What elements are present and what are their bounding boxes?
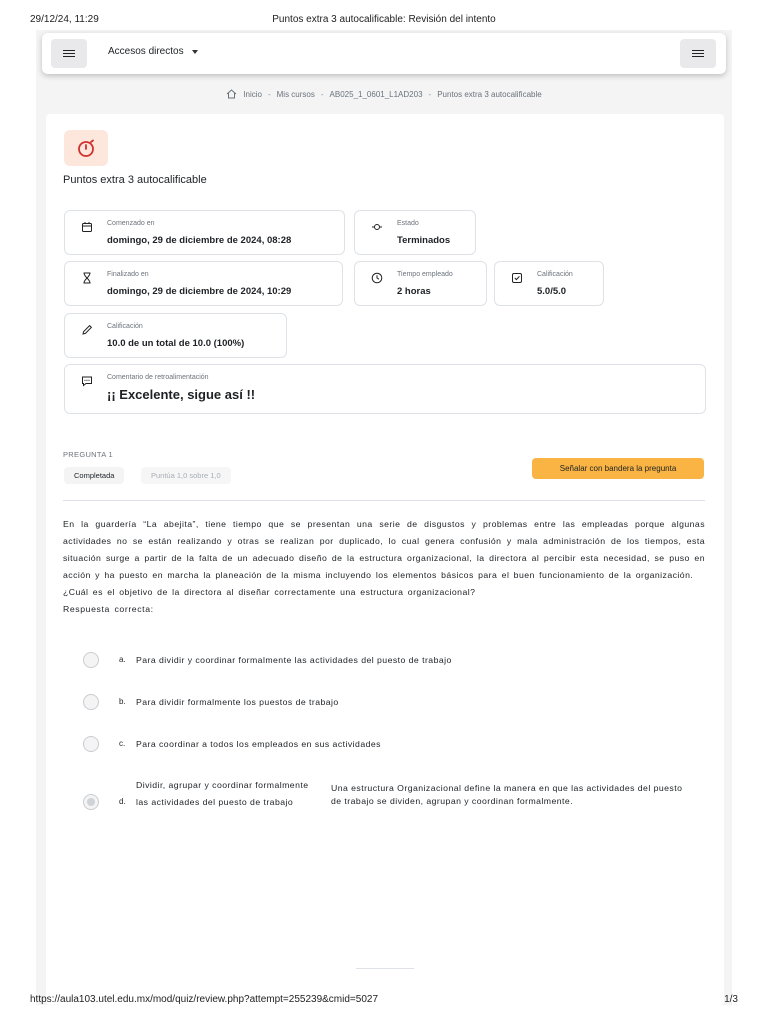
feedback-value: ¡¡ Excelente, sigue así !! — [107, 387, 256, 402]
stopwatch-icon — [76, 138, 96, 158]
option-a-text: Para dividir y coordinar formalmente las actividades del puesto de trabajo — [136, 655, 452, 665]
option-d-text: Dividir, agrupar y coordinar formalmente las actividades del puesto de trabajo — [136, 780, 309, 807]
print-footer — [30, 994, 738, 1008]
breadcrumb-course[interactable]: AB025_1_0601_L1AD203 — [329, 89, 423, 99]
option-b-letter: b. — [119, 697, 126, 706]
question-text — [63, 516, 705, 618]
breadcrumb-separator: - — [320, 89, 324, 99]
shortcuts-label: Accesos directos — [108, 46, 184, 57]
flag-question-button[interactable]: Señalar con bandera la pregunta — [532, 458, 704, 479]
breadcrumb-my-courses[interactable]: Mis cursos — [276, 89, 315, 99]
state-label: Estado — [397, 220, 419, 227]
home-icon — [226, 89, 237, 99]
option-b-text: Para dividir formalmente los puestos de trabajo — [136, 697, 339, 707]
breadcrumb-quiz[interactable]: Puntos extra 3 autocalificable — [437, 89, 542, 99]
hourglass-icon — [81, 272, 93, 284]
drawer-toggle-button[interactable] — [51, 39, 87, 68]
quiz-title: Puntos extra 3 autocalificable — [63, 174, 207, 186]
breadcrumb — [0, 89, 768, 99]
state-box — [354, 210, 476, 255]
page-count: 1/3 — [724, 994, 738, 1005]
breadcrumb-separator: - — [428, 89, 432, 99]
option-feedback: Una estructura Organizacional define la manera en que las actividades del puesto de trabajo se dividen, agrupan y coordinan formalmente. — [331, 783, 683, 806]
breadcrumb-home[interactable]: Inicio — [243, 89, 262, 99]
started-on-box — [64, 210, 345, 255]
hamburger-icon — [63, 50, 75, 58]
breadcrumb-separator: - — [267, 89, 271, 99]
option-a-radio[interactable] — [83, 652, 99, 668]
completed-label: Finalizado en — [107, 271, 149, 278]
question-points-badge: Puntúa 1,0 sobre 1,0 — [141, 467, 231, 484]
caret-down-icon — [192, 50, 198, 54]
comment-icon — [81, 375, 93, 387]
option-c-letter: c. — [119, 739, 126, 748]
divider — [63, 500, 705, 501]
state-icon — [371, 221, 383, 233]
shortcuts-dropdown[interactable] — [108, 46, 198, 57]
review-card — [46, 114, 724, 1005]
option-c-text: Para coordinar a todos los empleados en sus actividades — [136, 739, 381, 749]
feedback-label: Comentario de retroalimentación — [107, 374, 209, 381]
completed-on-box — [64, 261, 343, 306]
option-a-letter: a. — [119, 655, 126, 664]
user-menu-button[interactable] — [680, 39, 716, 68]
time-taken-label: Tiempo empleado — [397, 271, 453, 278]
check-square-icon — [511, 272, 523, 284]
marks-label: Calificación — [537, 271, 573, 278]
pencil-icon — [81, 324, 93, 336]
answer-label: Respuesta correcta: — [63, 604, 154, 614]
print-url: https://aula103.utel.edu.mx/mod/quiz/review.php?attempt=255239&cmid=5027 — [30, 994, 379, 1005]
print-title: Puntos extra 3 autocalificable: Revisión del intento — [272, 14, 496, 25]
question-prompt: ¿Cuál es el objetivo de la directora al diseñar correctamente una estructura organizacional? — [63, 587, 476, 597]
quiz-icon-box — [64, 130, 108, 166]
feedback-box — [64, 364, 706, 414]
marks-box — [494, 261, 604, 306]
started-value: domingo, 29 de diciembre de 2024, 08:28 — [107, 235, 292, 246]
clock-icon — [371, 272, 383, 284]
grade-label: Calificación — [107, 323, 143, 330]
completed-value: domingo, 29 de diciembre de 2024, 10:29 — [107, 286, 292, 297]
question-number: PREGUNTA 1 — [63, 450, 113, 459]
time-taken-value: 2 horas — [397, 286, 431, 297]
option-d-radio[interactable] — [83, 794, 99, 810]
calendar-icon — [81, 221, 93, 233]
marks-value: 5.0/5.0 — [537, 286, 567, 297]
option-d-letter: d. — [119, 797, 126, 806]
grade-box — [64, 313, 287, 358]
option-c-radio[interactable] — [83, 736, 99, 752]
question-body: En la guardería “La abejita”, tiene tiempo que se presentan una serie de disgustos y problemas entre las empleadas porque algunas actividades no se están realizando y otras se realizan por duplicado, lo cual genera confusión y mala administración de los tiempos, esta situación surge a partir de la falta de un adecuado diseño de la estructura organizacional, la directora al percibir esta necesidad, se puso en acción y ha puesto en marcha la planeación de la misma incluyendo los elementos básicos para el buen funcionamiento de la organización. — [63, 519, 705, 580]
question-status-badge: Completada — [64, 467, 124, 484]
print-header — [30, 14, 738, 28]
print-date: 29/12/24, 11:29 — [30, 14, 99, 25]
time-taken-box — [354, 261, 487, 306]
hamburger-icon — [692, 50, 704, 58]
grade-value: 10.0 de un total de 10.0 (100%) — [107, 338, 245, 349]
divider — [356, 968, 414, 969]
top-navbar — [42, 33, 726, 74]
started-label: Comenzado en — [107, 220, 155, 227]
state-value: Terminados — [397, 235, 451, 246]
option-b-radio[interactable] — [83, 694, 99, 710]
